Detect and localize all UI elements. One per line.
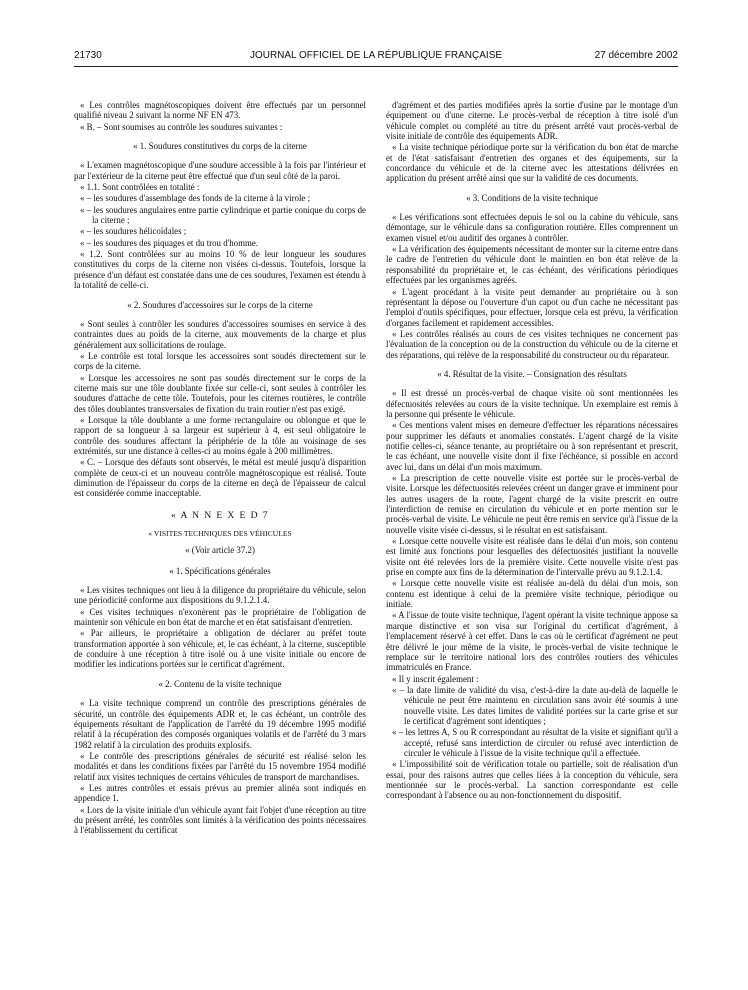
list-item: « – les soudures angulaires entre partie cylindrique et partie conique du corps de la citerne ; [80,204,366,226]
paragraph: « Les visites techniques ont lieu à la diligence du propriétaire du véhicule, selon une périodicité conforme aux dispositions du 9.1.2.1.4. [74,585,366,606]
article-reference: « (Voir article 37.2) [185,545,255,556]
list-item: « – les soudures d'assemblage des fonds de la citerne à la virole ; [80,193,311,204]
page-header [74,50,678,66]
list-item: « – la date limite de validité du visa, c'est-à-dire la date au-delà de laquelle le véhicule ne peut être maintenu en circulation sans avoir été soumis à une nouvelle visite. Les dates limites de validité portées sur la carte grise et sur le certificat d'agrément sont identiques ; [392,684,678,726]
paragraph: « L'agent procédant à la visite peut demander au propriétaire ou à son représentant la dépose ou l'ouverture d'un capot ou d'un cache ne nécessitant pas l'emploi d'outils spécifiques, pour effectuer, lorsque cela est prévu, la vérification d'organes facilement et rapidement accessibles. [386,286,678,328]
paragraph: « La visite technique comprend un contrôle des prescriptions générales de sécurité, un contrôle des équipements ADR et, le cas échéant, un contrôle des équipements résultant de l'application de l'arrêté du 19 décembre 1995 modifié relatif à la récupération des composés organiques volatils et de l'arrêté du 3 mars 1982 relatif à la circulation des produits explosifs. [74,698,366,750]
paragraph: « Les contrôles magnétoscopiques doivent être effectués par un personnel qualifié niveau 2 suivant la norme NF EN 473. [74,100,366,121]
paragraph: « La vérification des équipements nécessitant de monter sur la citerne entre dans le cadre de l'entretien du véhicule dont le maintien en bon état relève de la responsabilité du propriétaire et, le cas échéant, des vérifications périodiques effectuées par les organismes agréés. [386,244,678,286]
paragraph: « La prescription de cette nouvelle visite est portée sur le procès-verbal de visite. Lorsque les défectuosités relevées créent un danger grave et imminent pour les autres usagers de la route, l'agent chargé de la visite prescrit en outre l'interdiction de remise en circulation du véhicule et en porte mention sur le procès-verbal de visite. Le véhicule ne peut être remis en service qu'à l'issue de la nouvelle visite visée ci-dessus, si le résultat en est satisfaisant. [386,473,678,535]
paragraph: « Lors de la visite initiale d'un véhicule ayant fait l'objet d'une réception au titre du présent arrêté, les contrôles sont limités à la vérification des points nécessaires à l'établissement du certificat [74,804,366,836]
paragraph: « Lorsque les accessoires ne sont pas soudés directement sur le corps de la citerne mais sur une tôle doublante fixée sur celle-ci, sont seules à contrôler les soudures d'attache de cette tôle. Toutefois, pour les citernes routières, le contrôle des tôles doublantes transversales de fixation du train routier n'est pas exigé. [74,372,366,414]
journal-title: JOURNAL OFFICIEL DE LA RÉPUBLIQUE FRANÇAISE [249,50,503,61]
paragraph: « B. – Sont soumises au contrôle les soudures suivantes : [80,121,283,132]
page-number: 21730 [74,50,102,61]
paragraph: « L'examen magnétoscopique d'une soudure accessible à la fois par l'intérieur et par l'extérieur de la citerne peut être effectué que d'un seul côté de la paroi. [74,160,366,181]
paragraph: « Les vérifications sont effectuées depuis le sol ou la cabine du véhicule, sans démontage, sur le véhicule dans sa configuration routière. Elles comprennent un examen visuel et/ou auditif des organes à contrôler. [386,212,678,243]
paragraph: « Ces visites techniques n'exonèrent pas le propriétaire de l'obligation de maintenir son véhicule en bon état de marche et en état satisfaisant d'entretien. [74,606,366,628]
paragraph: « Lorsque cette nouvelle visite est réalisée dans le délai d'un mois, son contenu est limité aux fonctions pour lesquelles des défectuosités justifiant la nouvelle visite ont été relevées lors de la première visite. Cette nouvelle visite n'est pas prise en compte aux fins de la détermination de l'intervalle prévu au 9.1.2.1.4. [386,536,678,578]
paragraph: « Il y inscrit également : [392,673,479,684]
paragraph: « Les autres contrôles et essais prévus au premier alinéa sont indiqués en appendice 1. [74,782,366,804]
paragraph: « Ces mentions valent mises en demeure d'effectuer les réparations nécessaires pour supprimer les défauts et anomalies constatés. L'agent chargé de la visite notifie celles-ci, séance tenante, au propriétaire ou à son représentant et prescrit, le cas échéant, une nouvelle visite dont il fixe l'échéance, si possible en accord avec lui, dans un délai d'un mois maximum. [386,420,678,472]
paragraph: d'agrément et des parties modifiées après la sortie d'usine par le montage d'un équipement ou d'une citerne. Le procès-verbal de réception à titre isolé d'un véhicule complet ou complété au titre du présent arrêté vaut procès-verbal de visite initiale de contrôle des équipements ADR. [386,100,678,142]
paragraph: « Lorsque cette nouvelle visite est réalisée au-delà du délai d'un mois, son contenu est identique à celui de la première visite technique, périodique ou initiale. [386,578,678,610]
section-heading: « 1. Spécifications générales [169,565,271,576]
paragraph: « La visite technique périodique porte sur la vérification du bon état de marche et de l'état satisfaisant d'entretien des organes et des équipements, sur la concordance du véhicule et de la citerne avec les attestations délivrées en application du présent arrêté ainsi que sur la validité de ces documents. [386,142,678,184]
section-heading: « 3. Conditions de la visite technique [466,192,598,203]
paragraph: « Les contrôles réalisés au cours de ces visites techniques ne concernent pas l'évaluation de la conception ou de la construction du véhicule ou de la citerne et des réparations, qui relève de la responsabilité du constructeur ou du réparateur. [386,328,678,360]
paragraph: « 1.1. Sont contrôlées en totalité : [80,182,200,193]
paragraph: « Sont seules à contrôler les soudures d'accessoires soumises en service à des contraintes dues au poids de la citerne, aux mouvements de la charge et plus généralement aux sollicitations de roulage. [74,318,366,350]
list-item: « – les soudures des piquages et du trou d'homme. [80,237,259,248]
section-heading: « 2. Soudures d'accessoires sur le corps de la citerne [127,299,313,310]
list-item: « – les lettres A, S ou R correspondant au résultat de la visite et signifiant qu'il a accepté, refusé sans interdiction de circuler ou refusé avec interdiction de circuler le véhicule à l'issue de la visite technique qu'il a effectuée. [392,727,678,758]
paragraph: « Lorsque la tôle doublante a une forme rectangulaire ou oblongue et que le rapport de sa longueur à sa largeur est supérieur à 4, est seul obligatoire le contrôle des soudures affectant la périphérie de la tôle au voisinage de ses extrémités, sur une distance à celles-ci au moins égale à 200 millimètres. [74,414,366,456]
list-item: « – les soudures hélicoïdales ; [80,226,187,237]
annex-subtitle: « VISITES TECHNIQUES DES VÉHICULES [148,529,292,539]
annex-title: « A N N E X E D 7 [171,509,269,521]
header-rule [74,66,678,67]
paragraph: « 1.2. Sont contrôlées sur au moins 10 % de leur longueur les soudures constitutives du corps de la citerne non visées ci-dessus. Toutefois, lorsque la présence d'un défaut est constatée dans une de ces soudures, l'examen est étendu à la totalité de celle-ci. [74,249,366,291]
section-heading: « 4. Résultat de la visite. – Consignation des résultats [437,368,627,379]
paragraph: « Par ailleurs, le propriétaire a obligation de déclarer au préfet toute transformation apportée à son véhicule, et, le cas échéant, à la citerne, susceptible de conduire à une réception à titre isolé ou à une visite initiale ou encore de modifier les indications portées sur le certificat d'agrément. [74,628,366,670]
section-heading: « 2. Contenu de la visite technique [158,678,282,689]
paragraph: « C. – Lorsque des défauts sont observés, le métal est meulé jusqu'à disparition complète de ceux-ci et un nouveau contrôle magnétoscopique est réalisé. Toute diminution de l'épaisseur du corps de la citerne en deçà de l'épaisseur de calcul est considérée comme inacceptable. [74,457,366,499]
right-column [386,100,678,985]
paragraph: « A l'issue de toute visite technique, l'agent opérant la visite technique appose sa marque distinctive et son visa sur l'original du certificat d'agrément, à l'emplacement réservé à cet effet. Dans le cas où le certificat d'agrément ne peut être délivré le jour même de la visite, le procès-verbal de visite technique le remplace sur le territoire national lors des contrôles routiers des véhicules immatriculés en France. [386,610,678,673]
paragraph: « L'impossibilité soit de vérification totale ou partielle, soit de réalisation d'un essai, pour des raisons autres que celles liées à la conception du véhicule, sera mentionnée sur le procès-verbal. La sanction correspondante est celle correspondant à l'absence ou au non-fonctionnement du dispositif. [386,759,678,801]
left-column [74,100,366,985]
paragraph: « Le contrôle des prescriptions générales de sécurité est réalisé selon les modalités et dans les conditions fixées par l'arrêté du 15 novembre 1954 modifié relatif aux visites techniques de certains véhicules de transport de marchandises. [74,750,366,782]
publication-date: 27 décembre 2002 [594,50,678,61]
section-heading: « 1. Soudures constitutives du corps de la citerne [133,141,307,152]
paragraph: « Il est dressé un procès-verbal de chaque visite où sont mentionnées les défectuosités relevées au cours de la visite technique. Un exemplaire est remis à la personne qui présente le véhicule. [386,388,678,419]
paragraph: « Le contrôle est total lorsque les accessoires sont soudés directement sur le corps de la citerne. [74,350,366,372]
